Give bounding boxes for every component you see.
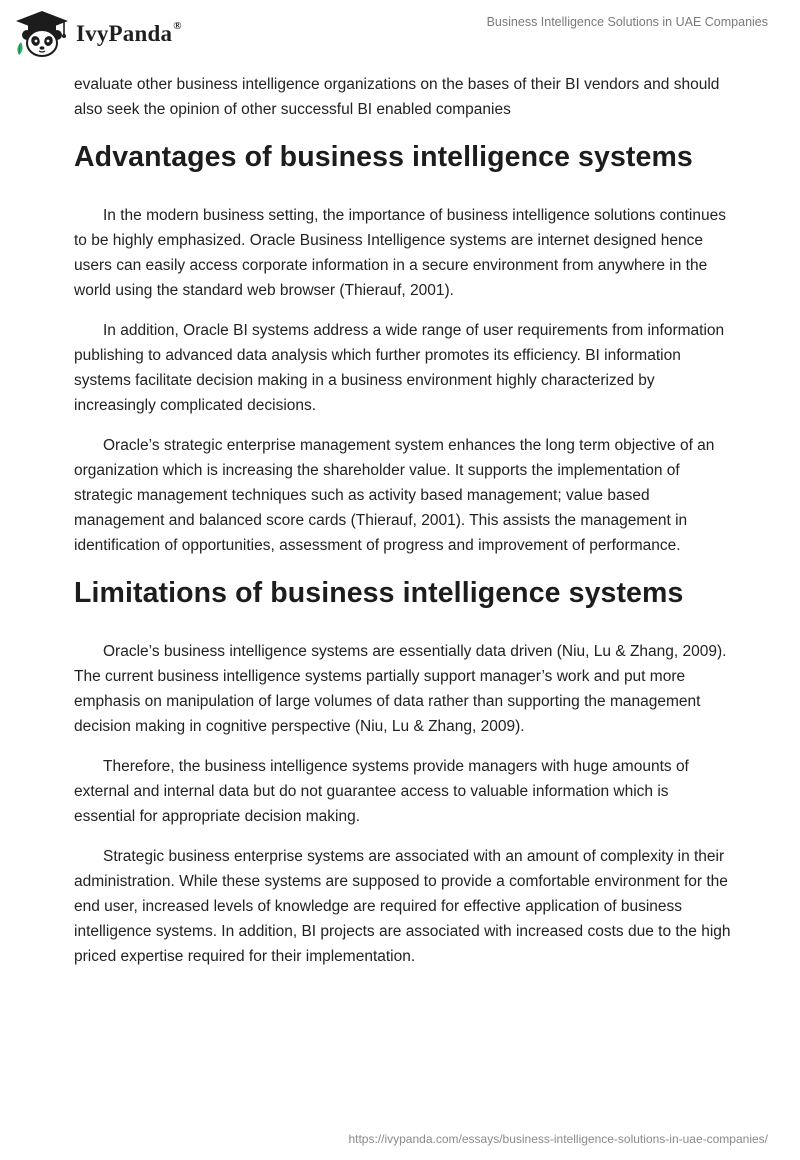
intro-paragraph: evaluate other business intelligence organizations on the bases of their BI vendors and should also seek the opinion of other successful BI enabled companies	[74, 76, 720, 118]
paragraph: In the modern business setting, the importance of business intelligence solutions continues to be highly emphasized. Oracle Business Intelligence systems are internet designed hence users can easily access corporate information in a secure environment from anywhere in the world using the standard web browser (Thierauf, 2001).	[74, 207, 726, 299]
paragraph: Oracle’s strategic enterprise management system enhances the long term objective of an organization which is increasing the shareholder value. It supports the implementation of strategic management techniques such as activity based management; value based management and balanced score cards (Thierauf, 2001). This assists the management in identification of opportunities, assessment of progress and improvement of performance.	[74, 437, 715, 554]
section-heading-advantages: Advantages of business intelligence systems	[74, 141, 693, 173]
trademark-symbol: ®	[173, 20, 182, 33]
paragraph: Oracle’s business intelligence systems are essentially data driven (Niu, Lu & Zhang, 2009). The current business intelligence systems partially support manager’s work and put more emphasis on manipulation of large volumes of data rather than supporting the management decision making in cognitive perspective (Niu, Lu & Zhang, 2009).	[74, 643, 727, 735]
paragraph: Therefore, the business intelligence systems provide managers with huge amounts of external and internal data but do not guarantee access to valuable information which is essential for appropriate decision making.	[74, 758, 689, 825]
panda-graduate-icon	[14, 8, 70, 58]
brand-name: IvyPanda®	[76, 20, 182, 46]
essay-content	[74, 72, 734, 984]
ivypanda-logo[interactable]	[14, 8, 182, 58]
page-header	[0, 0, 800, 66]
paragraph: Strategic business enterprise systems are associated with an amount of complexity in their administration. While these systems are supposed to provide a comfortable environment for the end user, increased levels of knowledge are required for effective application of business intelligence systems. In addition, BI projects are associated with increased costs due to the high priced expertise required for their implementation.	[74, 848, 731, 965]
section-heading-limitations: Limitations of business intelligence systems	[74, 577, 684, 609]
document-title: Business Intelligence Solutions in UAE Companies	[486, 15, 768, 29]
paragraph: In addition, Oracle BI systems address a wide range of user requirements from information publishing to advanced data analysis which further promotes its efficiency. BI information systems facilitate decision making in a business environment highly characterized by increasingly complicated decisions.	[74, 322, 725, 414]
source-url[interactable]: https://ivypanda.com/essays/business-intelligence-solutions-in-uae-companies/	[348, 1132, 768, 1146]
